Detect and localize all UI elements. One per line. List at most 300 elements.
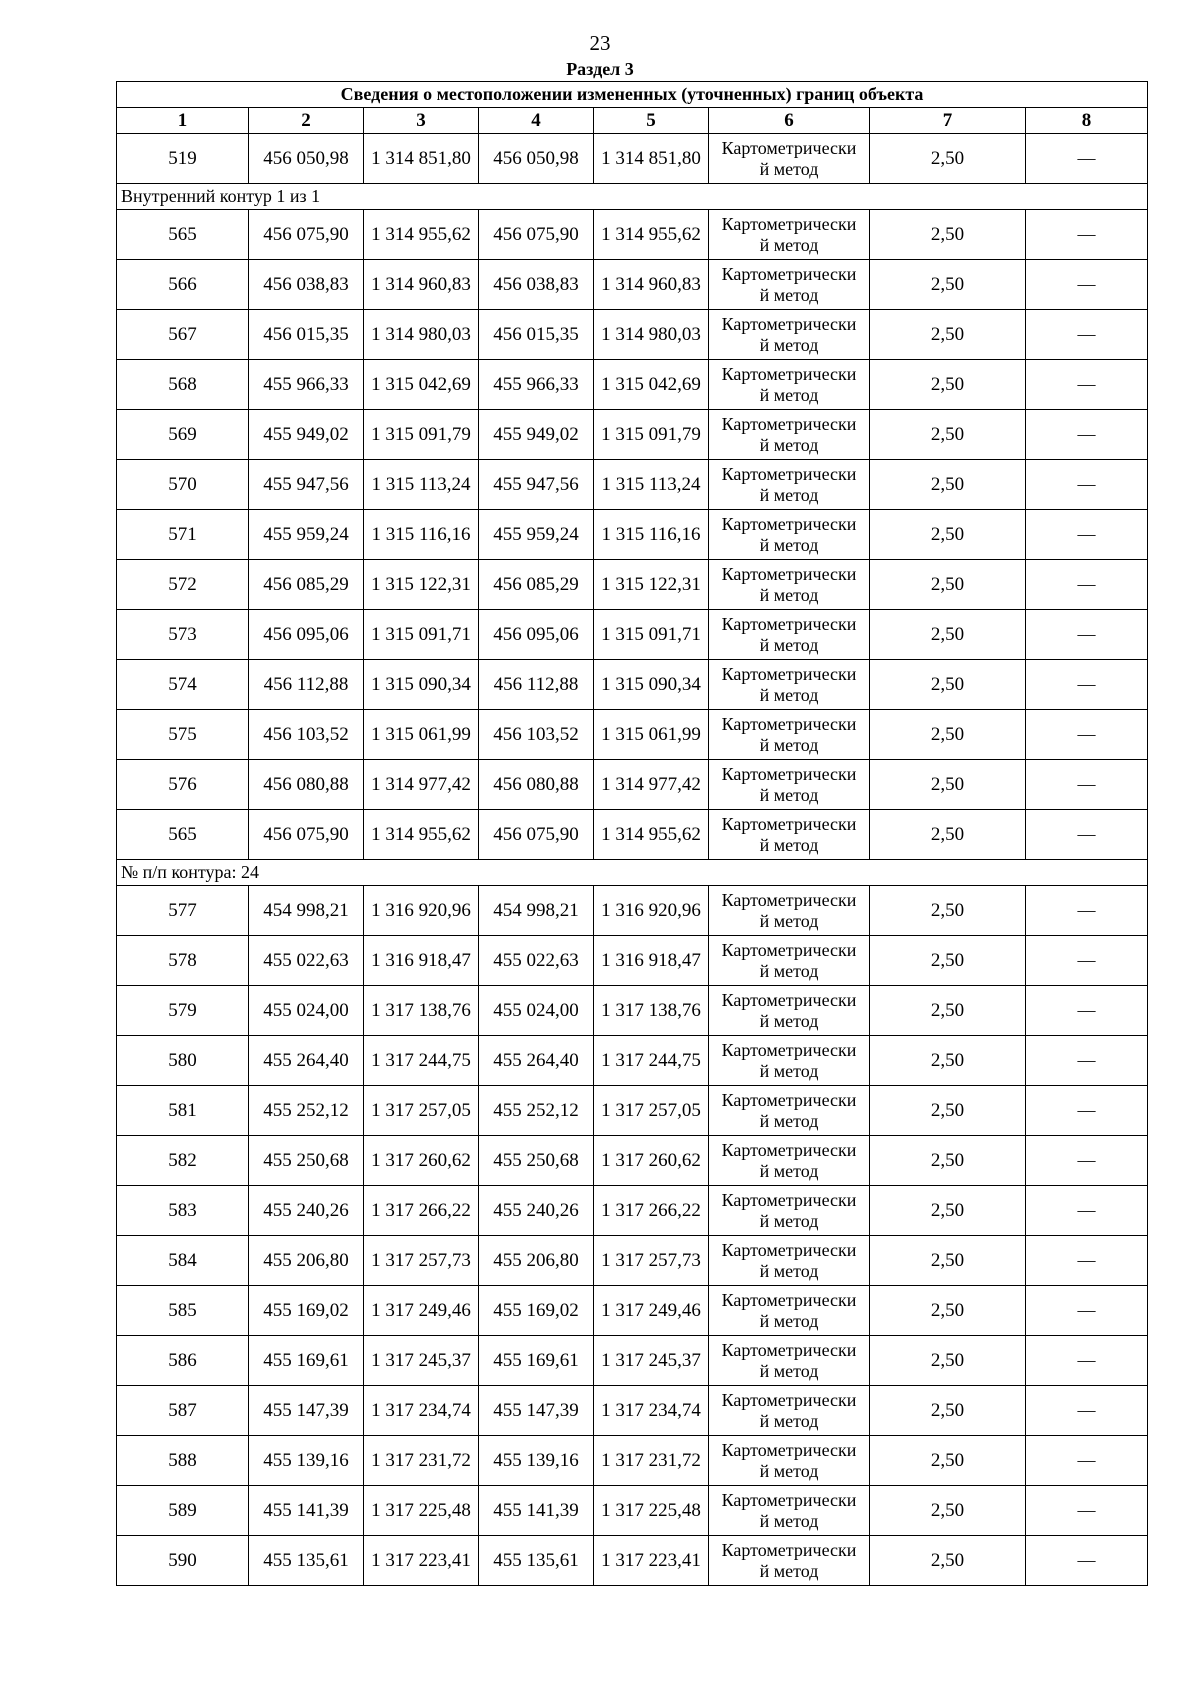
x-existing-cell: 455 264,40	[249, 1036, 364, 1086]
x-new-cell: 455 147,39	[479, 1386, 594, 1436]
x-new-cell: 455 139,16	[479, 1436, 594, 1486]
x-new-cell: 455 947,56	[479, 460, 594, 510]
point-number-cell: 575	[117, 710, 249, 760]
method-line-1: Картометрически	[721, 137, 857, 158]
description-cell: —	[1026, 610, 1148, 660]
y-new-cell: 1 317 234,74	[594, 1386, 709, 1436]
accuracy-cell: 2,50	[870, 310, 1026, 360]
y-existing-cell: 1 317 257,05	[364, 1086, 479, 1136]
method-cell	[709, 1136, 870, 1186]
table-row	[117, 1336, 1148, 1386]
method-line-2: й метод	[759, 158, 819, 179]
method-cell	[709, 610, 870, 660]
x-existing-cell: 456 095,06	[249, 610, 364, 660]
x-existing-cell: 455 947,56	[249, 460, 364, 510]
x-existing-cell: 456 080,88	[249, 760, 364, 810]
contour-label-row	[117, 184, 1148, 210]
y-existing-cell: 1 317 225,48	[364, 1486, 479, 1536]
x-existing-cell: 454 998,21	[249, 886, 364, 936]
column-header: 1	[117, 108, 249, 134]
x-new-cell: 454 998,21	[479, 886, 594, 936]
x-existing-cell: 456 085,29	[249, 560, 364, 610]
y-existing-cell: 1 317 266,22	[364, 1186, 479, 1236]
x-existing-cell: 455 141,39	[249, 1486, 364, 1536]
description-cell: —	[1026, 886, 1148, 936]
method-cell	[709, 660, 870, 710]
point-number-cell: 568	[117, 360, 249, 410]
method-line-1: Картометрически	[721, 1289, 857, 1310]
description-cell: —	[1026, 1136, 1148, 1186]
accuracy-cell: 2,50	[870, 986, 1026, 1036]
description-cell: —	[1026, 1486, 1148, 1536]
point-number-cell: 584	[117, 1236, 249, 1286]
x-new-cell: 456 112,88	[479, 660, 594, 710]
table-row	[117, 360, 1148, 410]
method-cell	[709, 1086, 870, 1136]
method-cell	[709, 1286, 870, 1336]
method-cell	[709, 710, 870, 760]
description-cell: —	[1026, 986, 1148, 1036]
accuracy-cell: 2,50	[870, 460, 1026, 510]
method-line-1: Картометрически	[721, 363, 857, 384]
x-new-cell: 455 252,12	[479, 1086, 594, 1136]
description-cell: —	[1026, 760, 1148, 810]
description-cell: —	[1026, 560, 1148, 610]
x-existing-cell: 455 240,26	[249, 1186, 364, 1236]
table-row	[117, 936, 1148, 986]
method-line-1: Картометрически	[721, 989, 857, 1010]
accuracy-cell: 2,50	[870, 360, 1026, 410]
point-number-cell: 574	[117, 660, 249, 710]
method-line-2: й метод	[759, 834, 819, 855]
method-line-1: Картометрически	[721, 1239, 857, 1260]
method-line-2: й метод	[759, 1260, 819, 1281]
method-line-1: Картометрически	[721, 1539, 857, 1560]
y-new-cell: 1 315 090,34	[594, 660, 709, 710]
description-cell: —	[1026, 1086, 1148, 1136]
method-cell	[709, 760, 870, 810]
method-line-2: й метод	[759, 1360, 819, 1381]
point-number-cell: 566	[117, 260, 249, 310]
y-new-cell: 1 314 955,62	[594, 810, 709, 860]
point-number-cell: 571	[117, 510, 249, 560]
y-existing-cell: 1 314 977,42	[364, 760, 479, 810]
point-number-cell: 572	[117, 560, 249, 610]
y-new-cell: 1 316 918,47	[594, 936, 709, 986]
table-row	[117, 1286, 1148, 1336]
point-number-cell: 582	[117, 1136, 249, 1186]
method-cell	[709, 1386, 870, 1436]
method-line-1: Картометрически	[721, 213, 857, 234]
y-new-cell: 1 315 061,99	[594, 710, 709, 760]
point-number-cell: 578	[117, 936, 249, 986]
method-cell	[709, 260, 870, 310]
point-number-cell: 567	[117, 310, 249, 360]
y-existing-cell: 1 315 090,34	[364, 660, 479, 710]
method-cell	[709, 410, 870, 460]
method-line-2: й метод	[759, 434, 819, 455]
page-number: 23	[589, 31, 611, 55]
method-cell	[709, 210, 870, 260]
description-cell: —	[1026, 936, 1148, 986]
table-row	[117, 1436, 1148, 1486]
method-line-2: й метод	[759, 784, 819, 805]
y-existing-cell: 1 315 091,79	[364, 410, 479, 460]
table-row	[117, 510, 1148, 560]
y-new-cell: 1 317 266,22	[594, 1186, 709, 1236]
point-number-cell: 573	[117, 610, 249, 660]
point-number-cell: 519	[117, 134, 249, 184]
y-existing-cell: 1 314 851,80	[364, 134, 479, 184]
table-row	[117, 1086, 1148, 1136]
method-line-1: Картометрически	[721, 813, 857, 834]
y-new-cell: 1 315 042,69	[594, 360, 709, 410]
x-existing-cell: 456 050,98	[249, 134, 364, 184]
method-cell	[709, 1036, 870, 1086]
table-caption: Сведения о местоположении измененных (уточненных) границ объекта	[117, 82, 1148, 108]
method-line-1: Картометрически	[721, 939, 857, 960]
table-row	[117, 134, 1148, 184]
method-line-2: й метод	[759, 684, 819, 705]
description-cell: —	[1026, 1186, 1148, 1236]
x-existing-cell: 456 112,88	[249, 660, 364, 710]
x-new-cell: 456 080,88	[479, 760, 594, 810]
column-header: 7	[870, 108, 1026, 134]
y-existing-cell: 1 316 918,47	[364, 936, 479, 986]
x-new-cell: 455 949,02	[479, 410, 594, 460]
method-cell	[709, 360, 870, 410]
accuracy-cell: 2,50	[870, 1286, 1026, 1336]
method-cell	[709, 560, 870, 610]
method-line-2: й метод	[759, 1460, 819, 1481]
point-number-cell: 565	[117, 810, 249, 860]
method-cell	[709, 1436, 870, 1486]
x-existing-cell: 455 135,61	[249, 1536, 364, 1586]
description-cell: —	[1026, 660, 1148, 710]
method-line-2: й метод	[759, 584, 819, 605]
table-row	[117, 310, 1148, 360]
accuracy-cell: 2,50	[870, 410, 1026, 460]
x-existing-cell: 455 949,02	[249, 410, 364, 460]
method-line-2: й метод	[759, 1160, 819, 1181]
y-existing-cell: 1 314 955,62	[364, 210, 479, 260]
description-cell: —	[1026, 310, 1148, 360]
x-existing-cell: 455 959,24	[249, 510, 364, 560]
method-line-2: й метод	[759, 1060, 819, 1081]
table-row	[117, 1236, 1148, 1286]
x-new-cell: 455 250,68	[479, 1136, 594, 1186]
x-new-cell: 456 038,83	[479, 260, 594, 310]
x-new-cell: 455 024,00	[479, 986, 594, 1036]
method-line-2: й метод	[759, 1510, 819, 1531]
method-cell	[709, 134, 870, 184]
point-number-cell: 570	[117, 460, 249, 510]
table-row	[117, 460, 1148, 510]
method-line-2: й метод	[759, 484, 819, 505]
y-new-cell: 1 316 920,96	[594, 886, 709, 936]
y-new-cell: 1 317 257,05	[594, 1086, 709, 1136]
accuracy-cell: 2,50	[870, 1386, 1026, 1436]
description-cell: —	[1026, 810, 1148, 860]
method-line-2: й метод	[759, 1110, 819, 1131]
accuracy-cell: 2,50	[870, 1486, 1026, 1536]
accuracy-cell: 2,50	[870, 1186, 1026, 1236]
accuracy-cell: 2,50	[870, 260, 1026, 310]
method-line-1: Картометрически	[721, 1039, 857, 1060]
point-number-cell: 577	[117, 886, 249, 936]
x-existing-cell: 456 075,90	[249, 210, 364, 260]
method-line-1: Картометрически	[721, 563, 857, 584]
accuracy-cell: 2,50	[870, 1136, 1026, 1186]
y-new-cell: 1 314 955,62	[594, 210, 709, 260]
table-header-row	[117, 108, 1148, 134]
description-cell: —	[1026, 710, 1148, 760]
method-cell	[709, 886, 870, 936]
point-number-cell: 576	[117, 760, 249, 810]
y-existing-cell: 1 314 960,83	[364, 260, 479, 310]
column-header: 5	[594, 108, 709, 134]
table-row	[117, 560, 1148, 610]
x-new-cell: 455 141,39	[479, 1486, 594, 1536]
x-new-cell: 455 022,63	[479, 936, 594, 986]
coordinates-table	[116, 81, 1148, 1586]
method-line-1: Картометрически	[721, 513, 857, 534]
point-number-cell: 569	[117, 410, 249, 460]
contour-label: № п/п контура: 24	[117, 860, 1148, 886]
table-row	[117, 1386, 1148, 1436]
method-line-2: й метод	[759, 910, 819, 931]
x-existing-cell: 455 139,16	[249, 1436, 364, 1486]
method-line-2: й метод	[759, 1210, 819, 1231]
method-line-2: й метод	[759, 960, 819, 981]
description-cell: —	[1026, 460, 1148, 510]
x-new-cell: 455 240,26	[479, 1186, 594, 1236]
y-existing-cell: 1 315 113,24	[364, 460, 479, 510]
y-existing-cell: 1 315 091,71	[364, 610, 479, 660]
y-new-cell: 1 317 245,37	[594, 1336, 709, 1386]
method-line-1: Картометрически	[721, 663, 857, 684]
method-cell	[709, 1486, 870, 1536]
y-existing-cell: 1 317 245,37	[364, 1336, 479, 1386]
point-number-cell: 587	[117, 1386, 249, 1436]
y-new-cell: 1 317 225,48	[594, 1486, 709, 1536]
method-line-2: й метод	[759, 534, 819, 555]
x-existing-cell: 455 022,63	[249, 936, 364, 986]
y-new-cell: 1 315 116,16	[594, 510, 709, 560]
x-new-cell: 455 169,61	[479, 1336, 594, 1386]
table-caption-row	[117, 82, 1148, 108]
accuracy-cell: 2,50	[870, 610, 1026, 660]
y-existing-cell: 1 315 116,16	[364, 510, 479, 560]
method-line-1: Картометрически	[721, 1089, 857, 1110]
y-new-cell: 1 317 231,72	[594, 1436, 709, 1486]
method-cell	[709, 1236, 870, 1286]
column-header: 3	[364, 108, 479, 134]
accuracy-cell: 2,50	[870, 1336, 1026, 1386]
accuracy-cell: 2,50	[870, 560, 1026, 610]
x-new-cell: 456 103,52	[479, 710, 594, 760]
table-row	[117, 1136, 1148, 1186]
method-line-1: Картометрически	[721, 413, 857, 434]
x-new-cell: 456 015,35	[479, 310, 594, 360]
point-number-cell: 590	[117, 1536, 249, 1586]
accuracy-cell: 2,50	[870, 810, 1026, 860]
description-cell: —	[1026, 1286, 1148, 1336]
table-row	[117, 410, 1148, 460]
x-existing-cell: 455 966,33	[249, 360, 364, 410]
accuracy-cell: 2,50	[870, 710, 1026, 760]
table-row	[117, 1486, 1148, 1536]
y-existing-cell: 1 315 122,31	[364, 560, 479, 610]
x-existing-cell: 456 075,90	[249, 810, 364, 860]
x-new-cell: 455 135,61	[479, 1536, 594, 1586]
method-line-1: Картометрически	[721, 889, 857, 910]
method-line-2: й метод	[759, 334, 819, 355]
x-existing-cell: 455 250,68	[249, 1136, 364, 1186]
y-new-cell: 1 315 091,71	[594, 610, 709, 660]
y-existing-cell: 1 317 249,46	[364, 1286, 479, 1336]
table-row	[117, 810, 1148, 860]
point-number-cell: 579	[117, 986, 249, 1036]
method-cell	[709, 460, 870, 510]
method-line-2: й метод	[759, 1560, 819, 1581]
table-row	[117, 610, 1148, 660]
method-line-2: й метод	[759, 284, 819, 305]
method-cell	[709, 1186, 870, 1236]
x-new-cell: 455 169,02	[479, 1286, 594, 1336]
point-number-cell: 586	[117, 1336, 249, 1386]
method-cell	[709, 986, 870, 1036]
contour-label: Внутренний контур 1 из 1	[117, 184, 1148, 210]
accuracy-cell: 2,50	[870, 886, 1026, 936]
method-line-1: Картометрически	[721, 313, 857, 334]
contour-label-row	[117, 860, 1148, 886]
y-existing-cell: 1 317 244,75	[364, 1036, 479, 1086]
method-line-2: й метод	[759, 1010, 819, 1031]
x-new-cell: 456 085,29	[479, 560, 594, 610]
x-existing-cell: 455 024,00	[249, 986, 364, 1036]
method-line-1: Картометрически	[721, 1339, 857, 1360]
accuracy-cell: 2,50	[870, 210, 1026, 260]
x-existing-cell: 455 206,80	[249, 1236, 364, 1286]
method-line-1: Картометрически	[721, 263, 857, 284]
y-new-cell: 1 317 260,62	[594, 1136, 709, 1186]
accuracy-cell: 2,50	[870, 1236, 1026, 1286]
x-new-cell: 456 050,98	[479, 134, 594, 184]
x-new-cell: 456 095,06	[479, 610, 594, 660]
y-new-cell: 1 314 960,83	[594, 260, 709, 310]
y-existing-cell: 1 317 260,62	[364, 1136, 479, 1186]
table-row	[117, 760, 1148, 810]
point-number-cell: 589	[117, 1486, 249, 1536]
y-existing-cell: 1 314 980,03	[364, 310, 479, 360]
accuracy-cell: 2,50	[870, 510, 1026, 560]
description-cell: —	[1026, 410, 1148, 460]
accuracy-cell: 2,50	[870, 1086, 1026, 1136]
method-cell	[709, 1336, 870, 1386]
method-line-1: Картометрически	[721, 1189, 857, 1210]
y-existing-cell: 1 316 920,96	[364, 886, 479, 936]
method-line-2: й метод	[759, 384, 819, 405]
y-new-cell: 1 314 977,42	[594, 760, 709, 810]
y-existing-cell: 1 317 257,73	[364, 1236, 479, 1286]
method-line-1: Картометрически	[721, 1139, 857, 1160]
y-existing-cell: 1 314 955,62	[364, 810, 479, 860]
y-existing-cell: 1 315 042,69	[364, 360, 479, 410]
point-number-cell: 588	[117, 1436, 249, 1486]
y-existing-cell: 1 317 223,41	[364, 1536, 479, 1586]
y-existing-cell: 1 317 138,76	[364, 986, 479, 1036]
description-cell: —	[1026, 1386, 1148, 1436]
y-new-cell: 1 315 113,24	[594, 460, 709, 510]
y-new-cell: 1 315 091,79	[594, 410, 709, 460]
table-row	[117, 660, 1148, 710]
description-cell: —	[1026, 360, 1148, 410]
method-line-1: Картометрически	[721, 1489, 857, 1510]
y-new-cell: 1 314 851,80	[594, 134, 709, 184]
accuracy-cell: 2,50	[870, 660, 1026, 710]
table-row	[117, 986, 1148, 1036]
y-existing-cell: 1 315 061,99	[364, 710, 479, 760]
table-row	[117, 886, 1148, 936]
x-new-cell: 455 959,24	[479, 510, 594, 560]
accuracy-cell: 2,50	[870, 1436, 1026, 1486]
column-header: 6	[709, 108, 870, 134]
x-existing-cell: 456 015,35	[249, 310, 364, 360]
y-new-cell: 1 317 244,75	[594, 1036, 709, 1086]
method-line-2: й метод	[759, 1310, 819, 1331]
x-new-cell: 455 264,40	[479, 1036, 594, 1086]
method-line-1: Картометрически	[721, 713, 857, 734]
y-new-cell: 1 315 122,31	[594, 560, 709, 610]
method-cell	[709, 510, 870, 560]
y-new-cell: 1 317 249,46	[594, 1286, 709, 1336]
accuracy-cell: 2,50	[870, 134, 1026, 184]
description-cell: —	[1026, 1036, 1148, 1086]
column-header: 8	[1026, 108, 1148, 134]
table-row	[117, 1036, 1148, 1086]
point-number-cell: 580	[117, 1036, 249, 1086]
accuracy-cell: 2,50	[870, 936, 1026, 986]
column-header: 2	[249, 108, 364, 134]
description-cell: —	[1026, 1236, 1148, 1286]
method-line-1: Картометрически	[721, 1439, 857, 1460]
y-existing-cell: 1 317 231,72	[364, 1436, 479, 1486]
method-line-2: й метод	[759, 734, 819, 755]
method-cell	[709, 310, 870, 360]
x-existing-cell: 456 103,52	[249, 710, 364, 760]
x-existing-cell: 456 038,83	[249, 260, 364, 310]
section-title: Раздел 3	[566, 59, 634, 79]
x-existing-cell: 455 147,39	[249, 1386, 364, 1436]
x-existing-cell: 455 169,02	[249, 1286, 364, 1336]
x-new-cell: 455 966,33	[479, 360, 594, 410]
y-existing-cell: 1 317 234,74	[364, 1386, 479, 1436]
point-number-cell: 581	[117, 1086, 249, 1136]
y-new-cell: 1 317 257,73	[594, 1236, 709, 1286]
x-new-cell: 456 075,90	[479, 210, 594, 260]
method-line-2: й метод	[759, 634, 819, 655]
method-line-1: Картометрически	[721, 463, 857, 484]
description-cell: —	[1026, 1436, 1148, 1486]
description-cell: —	[1026, 210, 1148, 260]
accuracy-cell: 2,50	[870, 1536, 1026, 1586]
y-new-cell: 1 317 223,41	[594, 1536, 709, 1586]
column-header: 4	[479, 108, 594, 134]
accuracy-cell: 2,50	[870, 1036, 1026, 1086]
description-cell: —	[1026, 1336, 1148, 1386]
point-number-cell: 583	[117, 1186, 249, 1236]
